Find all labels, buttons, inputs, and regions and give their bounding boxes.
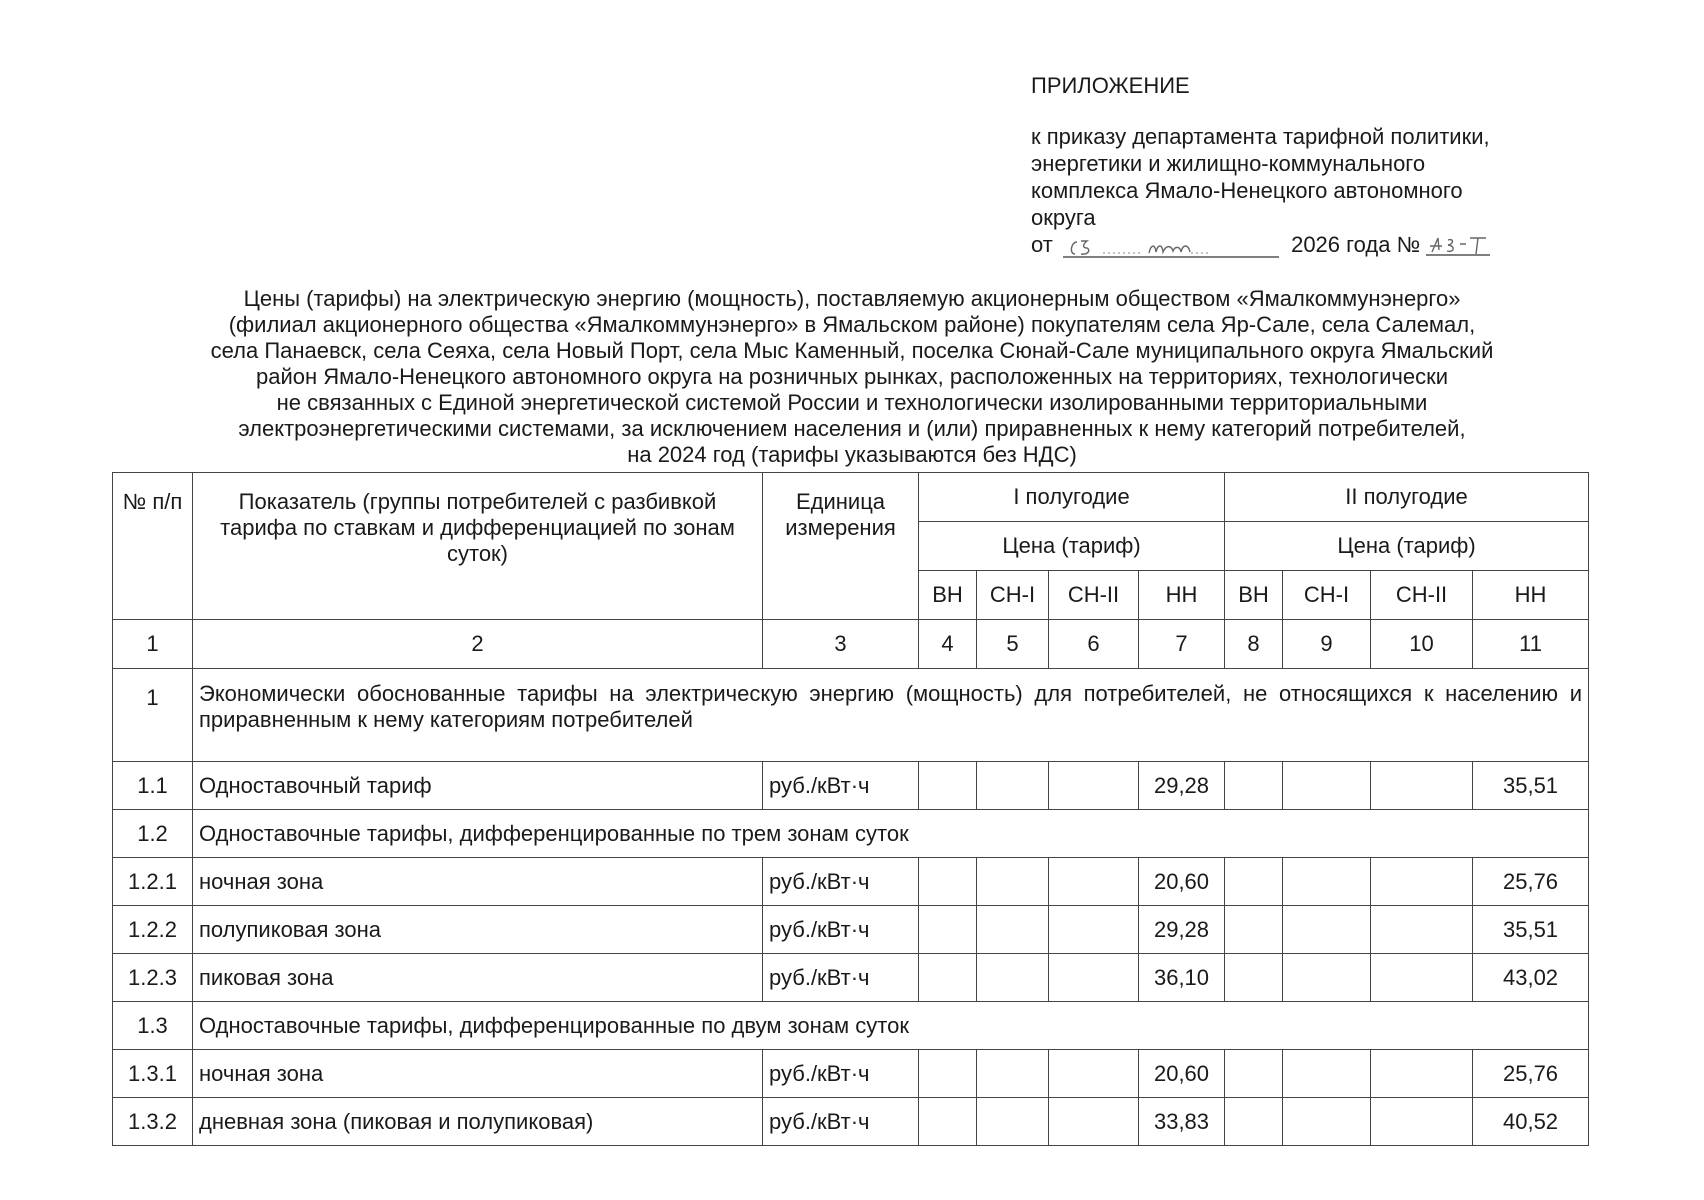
table-row	[113, 858, 1589, 906]
empty-cell	[977, 858, 1049, 906]
header-price-1: Цена (тариф)	[919, 522, 1225, 571]
empty-cell	[1283, 906, 1371, 954]
appendix-line: к приказу департамента тарифной политики,	[1031, 124, 1490, 149]
empty-cell	[1225, 906, 1283, 954]
row-unit: руб./кВт·ч	[763, 1098, 919, 1146]
empty-cell	[1049, 906, 1139, 954]
empty-cell	[977, 762, 1049, 810]
section-text: Экономически обоснованные тарифы на электрическую энергию (мощность) для потребителей, не относящихся к населению и приравненным к нему категориям потребителей	[193, 669, 1589, 762]
column-number: 6	[1049, 620, 1139, 669]
empty-cell	[1049, 954, 1139, 1002]
empty-cell	[1371, 858, 1473, 906]
empty-cell	[1049, 858, 1139, 906]
empty-cell	[1225, 1050, 1283, 1098]
row-num: 1.2.1	[113, 858, 193, 906]
empty-cell	[1049, 762, 1139, 810]
heading-line: села Панаевск, села Сеяха, села Новый Порт, села Мыс Каменный, поселка Сюнай-Сале муниципального округа Ямальский	[210, 338, 1494, 363]
header-level: СН-I	[977, 571, 1049, 620]
empty-cell	[919, 1098, 977, 1146]
h1-nn-value: 33,83	[1139, 1098, 1225, 1146]
header-price-2: Цена (тариф)	[1225, 522, 1589, 571]
handwritten-date	[1063, 236, 1279, 258]
appendix-line: округа	[1031, 205, 1096, 230]
empty-cell	[1283, 954, 1371, 1002]
empty-cell	[1283, 762, 1371, 810]
row-name: Одноставочный тариф	[193, 762, 763, 810]
empty-cell	[1225, 858, 1283, 906]
row-unit: руб./кВт·ч	[763, 906, 919, 954]
row-num: 1.3.2	[113, 1098, 193, 1146]
empty-cell	[1283, 1098, 1371, 1146]
empty-cell	[977, 906, 1049, 954]
column-number: 7	[1139, 620, 1225, 669]
header-unit: Единица измерения	[763, 473, 919, 620]
row-num: 1.2	[113, 810, 193, 858]
empty-cell	[1371, 954, 1473, 1002]
row-unit: руб./кВт·ч	[763, 762, 919, 810]
empty-cell	[1371, 1050, 1473, 1098]
header-level: ВН	[919, 571, 977, 620]
header-level: СН-II	[1049, 571, 1139, 620]
empty-cell	[977, 1098, 1049, 1146]
header-level: СН-I	[1283, 571, 1371, 620]
tariff-table	[112, 472, 1589, 1146]
appendix-block	[1031, 72, 1591, 258]
column-number: 9	[1283, 620, 1371, 669]
h1-nn-value: 20,60	[1139, 858, 1225, 906]
h1-nn-value: 36,10	[1139, 954, 1225, 1002]
order-line	[1031, 231, 1591, 258]
table-row	[113, 762, 1589, 810]
empty-cell	[919, 906, 977, 954]
empty-cell	[919, 762, 977, 810]
subsection-name: Одноставочные тарифы, дифференцированные по двум зонам суток	[193, 1002, 1589, 1050]
header-level: СН-II	[1371, 571, 1473, 620]
section-num: 1	[113, 669, 193, 762]
empty-cell	[919, 954, 977, 1002]
header-num: № п/п	[113, 473, 193, 620]
empty-cell	[1049, 1050, 1139, 1098]
header-indicator: Показатель (группы потребителей с разбивкой тарифа по ставкам и дифференциацией по зонам суток)	[193, 473, 763, 620]
h2-nn-value: 43,02	[1473, 954, 1589, 1002]
table-row	[113, 906, 1589, 954]
heading-line: район Ямало-Ненецкого автономного округа на розничных рынках, расположенных на территориях, технологически	[256, 364, 1448, 389]
column-number: 4	[919, 620, 977, 669]
column-number: 11	[1473, 620, 1589, 669]
empty-cell	[1225, 1098, 1283, 1146]
appendix-line: энергетики и жилищно-коммунального	[1031, 151, 1426, 176]
empty-cell	[1283, 1050, 1371, 1098]
empty-cell	[1283, 858, 1371, 906]
row-num: 1.3.1	[113, 1050, 193, 1098]
subsection-name: Одноставочные тарифы, дифференцированные по трем зонам суток	[193, 810, 1589, 858]
h1-nn-value: 29,28	[1139, 906, 1225, 954]
row-num: 1.3	[113, 1002, 193, 1050]
column-number: 5	[977, 620, 1049, 669]
row-name: пиковая зона	[193, 954, 763, 1002]
row-name: дневная зона (пиковая и полупиковая)	[193, 1098, 763, 1146]
heading-line: (филиал акционерного общества «Ямалкоммунэнерго» в Ямальском районе) покупателям села Яр-Сале, села Салемал,	[228, 312, 1476, 337]
column-number: 8	[1225, 620, 1283, 669]
header-half-2: II полугодие	[1225, 473, 1589, 522]
empty-cell	[1371, 906, 1473, 954]
row-name: ночная зона	[193, 1050, 763, 1098]
h2-nn-value: 25,76	[1473, 1050, 1589, 1098]
empty-cell	[977, 1050, 1049, 1098]
row-num: 1.2.2	[113, 906, 193, 954]
column-number: 10	[1371, 620, 1473, 669]
heading-line: Цены (тарифы) на электрическую энергию (мощность), поставляемую акционерным обществом «Ямалкоммунэнерго»	[243, 286, 1461, 311]
heading-line: электроэнергетическими системами, за исключением населения и (или) приравненных к нему категорий потребителей,	[238, 416, 1466, 441]
empty-cell	[1225, 954, 1283, 1002]
empty-cell	[1049, 1098, 1139, 1146]
header-level: НН	[1473, 571, 1589, 620]
column-number: 2	[193, 620, 763, 669]
empty-cell	[1225, 762, 1283, 810]
heading-line: не связанных с Единой энергетической системой России и технологически изолированными территориальными	[276, 390, 1428, 415]
row-unit: руб./кВт·ч	[763, 1050, 919, 1098]
subsection-row	[113, 810, 1589, 858]
h2-nn-value: 40,52	[1473, 1098, 1589, 1146]
appendix-title: ПРИЛОЖЕНИЕ	[1031, 73, 1190, 98]
order-prefix: от	[1031, 232, 1053, 257]
row-num: 1.2.3	[113, 954, 193, 1002]
empty-cell	[1371, 762, 1473, 810]
row-name: ночная зона	[193, 858, 763, 906]
header-level: НН	[1139, 571, 1225, 620]
table-row	[113, 954, 1589, 1002]
section-row	[113, 669, 1589, 762]
row-unit: руб./кВт·ч	[763, 954, 919, 1002]
empty-cell	[977, 954, 1049, 1002]
h1-nn-value: 29,28	[1139, 762, 1225, 810]
header-half-1: I полугодие	[919, 473, 1225, 522]
order-year: 2026 года №	[1291, 232, 1421, 257]
subsection-row	[113, 1002, 1589, 1050]
table-row	[113, 1098, 1589, 1146]
empty-cell	[1371, 1098, 1473, 1146]
table-row	[113, 1050, 1589, 1098]
appendix-line: комплекса Ямало-Ненецкого автономного	[1031, 178, 1463, 203]
column-number: 3	[763, 620, 919, 669]
row-num: 1.1	[113, 762, 193, 810]
empty-cell	[919, 1050, 977, 1098]
empty-cell	[919, 858, 977, 906]
row-unit: руб./кВт·ч	[763, 858, 919, 906]
document-heading	[110, 286, 1594, 468]
row-name: полупиковая зона	[193, 906, 763, 954]
h2-nn-value: 35,51	[1473, 762, 1589, 810]
h2-nn-value: 25,76	[1473, 858, 1589, 906]
heading-line: на 2024 год (тарифы указываются без НДС)	[627, 442, 1077, 467]
handwritten-number	[1426, 234, 1502, 258]
h1-nn-value: 20,60	[1139, 1050, 1225, 1098]
header-level: ВН	[1225, 571, 1283, 620]
h2-nn-value: 35,51	[1473, 906, 1589, 954]
column-number: 1	[113, 620, 193, 669]
